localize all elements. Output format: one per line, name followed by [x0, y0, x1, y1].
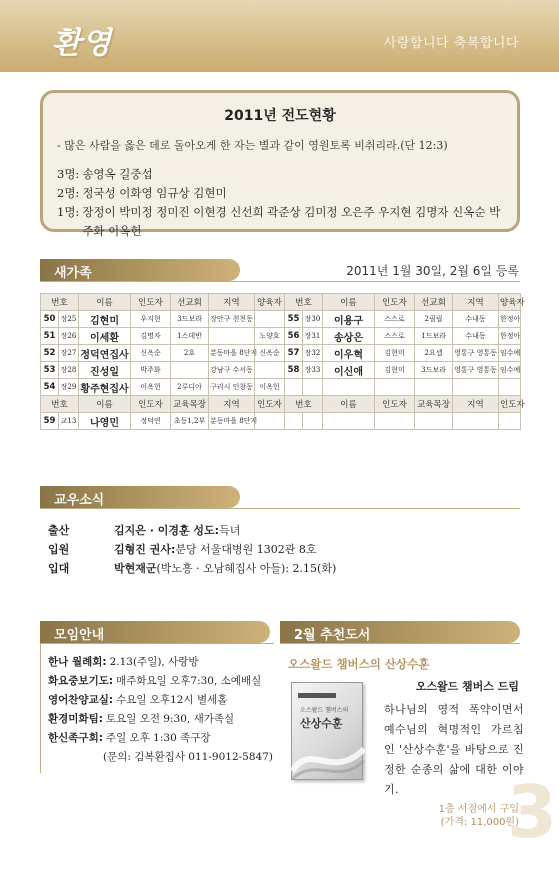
column-header: 지역 — [453, 396, 499, 413]
book-title: 오스왈드 챔버스의 산상수훈 — [288, 657, 430, 671]
news-type: 입원 — [48, 542, 70, 556]
column-header: 인도자 — [131, 396, 171, 413]
column-header: 번호 — [285, 396, 323, 413]
table-cell: 초등1,2부 — [171, 413, 209, 430]
column-header: 이름 — [79, 294, 131, 311]
table-cell: 스스로 — [375, 311, 415, 328]
book-author: 오스왈드 챔버스 드림 — [415, 680, 519, 693]
member-name: 황주현집사 — [79, 379, 131, 396]
table-cell: 박주화 — [131, 362, 171, 379]
column-header: 인도자 — [499, 396, 521, 413]
cover-band — [298, 693, 336, 698]
table-row — [41, 362, 521, 379]
table-cell: 장31 — [303, 328, 323, 345]
meetings-list — [48, 652, 273, 766]
table-cell: 노양호 — [255, 328, 285, 345]
book-purchase-place: 1층 서점에서 구입 — [438, 804, 519, 815]
news-detail: 분당 서울대병원 1302관 8호 — [175, 542, 317, 556]
evangelism-count: 3명: — [57, 167, 80, 181]
table-cell — [303, 379, 323, 396]
table-cell: 임수예 — [499, 362, 521, 379]
table-cell — [255, 311, 285, 328]
column-header: 양육자 — [255, 294, 285, 311]
column-header: 이름 — [323, 396, 375, 413]
column-header: 지역 — [453, 294, 499, 311]
table-cell: 수내동 — [453, 311, 499, 328]
table-cell: 2호 — [171, 345, 209, 362]
meeting-detail: 매주화요일 오후7:30, 소예배실 — [116, 675, 262, 687]
table-cell: 2루디아 — [171, 379, 209, 396]
member-name: 이신애 — [323, 362, 375, 379]
evangelism-verse: - 많은 사람을 옳은 데로 돌아오게 한 자는 별과 같이 영원토록 비취리라.(단 12:3) — [57, 139, 448, 152]
column-header: 번호 — [41, 294, 79, 311]
table-cell: 장29 — [59, 379, 79, 396]
table-cell: 59 — [41, 413, 59, 430]
table-cell: 구리시 인창동 — [209, 379, 255, 396]
meeting-contact: (문의: 김복환집사 011-9012-5847) — [103, 751, 273, 763]
member-name: 진성일 — [79, 362, 131, 379]
table-cell — [453, 379, 499, 396]
table-cell: 3드보라 — [415, 362, 453, 379]
meeting-detail: 주일 오후 1:30 족구장 — [105, 732, 211, 744]
table-cell: 장30 — [303, 311, 323, 328]
table-cell: 분동마을 8단지 — [209, 345, 255, 362]
table-cell: 장안구 천천동 — [209, 311, 255, 328]
table-cell: 55 — [285, 311, 303, 328]
evangelism-names: 정국성 이화영 임규상 김현미 — [82, 186, 227, 200]
table-cell: 우지현 — [131, 311, 171, 328]
table-cell: 3드보라 — [171, 311, 209, 328]
evangelism-count: 2명: — [57, 186, 80, 200]
meeting-name: 화요중보기도: — [48, 675, 114, 687]
meeting-item — [48, 671, 273, 690]
table-cell — [303, 413, 323, 430]
news-type: 입대 — [48, 561, 70, 575]
header-title: 환영 — [52, 26, 112, 61]
table-cell: 교13 — [59, 413, 79, 430]
column-header: 지역 — [209, 396, 255, 413]
table-cell: 정덕연 — [131, 413, 171, 430]
section-border — [40, 643, 41, 773]
meeting-detail: 2.13(주일), 사랑방 — [109, 656, 199, 668]
meeting-item — [48, 728, 273, 747]
evangelism-names: 장정이 박미정 정미진 이현경 신선희 곽준상 김미정 오은주 우지현 김명자 신옥순 박주화 이옥헌 — [82, 205, 501, 238]
evangelism-title: 2011년 전도현황 — [224, 108, 336, 124]
table-cell: 수내동 — [453, 328, 499, 345]
registration-date: 2011년 1월 30일, 2월 6일 등록 — [346, 264, 519, 278]
member-name: 이세환 — [79, 328, 131, 345]
column-header: 번호 — [285, 294, 323, 311]
evangelism-count: 1명: — [57, 205, 80, 219]
table-cell: 장26 — [59, 328, 79, 345]
table-cell: 56 — [285, 328, 303, 345]
member-name: 김현미 — [79, 311, 131, 328]
table-cell: 2필립 — [415, 311, 453, 328]
meeting-item — [48, 652, 273, 671]
evangelism-box — [40, 90, 520, 238]
meeting-detail: 수요일 오후12시 별세홀 — [116, 694, 228, 706]
news-item — [48, 520, 336, 539]
column-header: 인도자 — [375, 294, 415, 311]
table-row — [41, 345, 521, 362]
section-divider — [40, 643, 274, 644]
news-detail: 득녀 — [219, 523, 241, 537]
news-detail: (박노흥 · 오남혜집사 아들): 2.15(화) — [156, 561, 337, 575]
news-person: 김지은 · 이경훈 성도: — [114, 523, 220, 537]
news-person: 김형진 권사: — [114, 542, 176, 556]
page-number: 3 — [506, 770, 557, 854]
column-header: 양육자 — [499, 294, 521, 311]
table-cell: 장25 — [59, 311, 79, 328]
cover-subtitle: 오스왈드 챔버스의 — [300, 707, 349, 714]
table-cell: 한정아 — [499, 311, 521, 328]
member-name: 이우혁 — [323, 345, 375, 362]
table-cell: 신옥순 — [131, 345, 171, 362]
section-tab-newfamily: 새가족 — [40, 259, 240, 281]
evangelism-names: 송영옥 길중섭 — [82, 167, 153, 181]
table-cell: 51 — [41, 328, 59, 345]
column-header: 선교회 — [415, 294, 453, 311]
table-row — [41, 379, 521, 396]
page-header — [0, 0, 559, 72]
meeting-name: 한신족구회: — [48, 732, 103, 744]
table-cell: 이옥헌 — [131, 379, 171, 396]
column-header: 지역 — [209, 294, 255, 311]
news-list — [48, 520, 336, 577]
table-cell: 1스데반 — [171, 328, 209, 345]
table-cell: 50 — [41, 311, 59, 328]
column-header: 교육목장 — [171, 396, 209, 413]
table-cell — [415, 413, 453, 430]
column-header: 교육목장 — [415, 396, 453, 413]
table-cell — [499, 379, 521, 396]
section-divider — [40, 508, 520, 509]
table-cell — [209, 328, 255, 345]
table-cell: 54 — [41, 379, 59, 396]
table-header-row — [41, 396, 521, 413]
meeting-name: 영어찬양교실: — [48, 694, 114, 706]
meeting-item — [48, 690, 273, 709]
column-header: 인도자 — [375, 396, 415, 413]
evangelism-row — [57, 165, 503, 184]
table-cell — [375, 379, 415, 396]
column-header: 인도자 — [131, 294, 171, 311]
evangelism-row — [57, 203, 503, 241]
news-person: 박현재군 — [114, 561, 157, 575]
section-tab-news: 교우소식 — [40, 486, 240, 508]
table-cell — [499, 413, 521, 430]
table-cell — [285, 413, 303, 430]
section-divider — [280, 643, 520, 644]
table-cell: 장32 — [303, 345, 323, 362]
table-cell: 스스로 — [375, 328, 415, 345]
member-name — [323, 379, 375, 396]
table-cell — [415, 379, 453, 396]
table-cell — [285, 379, 303, 396]
table-cell: 2요셉 — [415, 345, 453, 362]
table-cell: 한정아 — [499, 328, 521, 345]
table-cell: 장27 — [59, 345, 79, 362]
meeting-name: 한나 월례회: — [48, 656, 107, 668]
table-cell: 분동마을 8단지 — [209, 413, 255, 430]
table-cell: 김현미 — [375, 362, 415, 379]
table-cell: 53 — [41, 362, 59, 379]
table-cell: 김명자 — [131, 328, 171, 345]
evangelism-row — [57, 184, 503, 203]
table-cell — [453, 413, 499, 430]
book-price: (가격: 11,000원) — [440, 817, 519, 828]
column-header: 인도자 — [255, 396, 285, 413]
cover-title: 산상수훈 — [300, 717, 343, 730]
table-header-row — [41, 294, 521, 311]
news-item — [48, 539, 336, 558]
table-cell: 영통구 영통동 — [453, 362, 499, 379]
table-cell: 57 — [285, 345, 303, 362]
table-cell — [171, 362, 209, 379]
table-cell: 김현미 — [375, 345, 415, 362]
header-subtitle: 사랑합니다 축복합니다 — [383, 36, 519, 51]
member-name: 정덕연집사 — [79, 345, 131, 362]
newfamily-table — [40, 293, 525, 430]
table-cell: 이옥헌 — [255, 379, 285, 396]
column-header: 번호 — [41, 396, 79, 413]
column-header: 선교회 — [171, 294, 209, 311]
table-cell: 신옥순 — [255, 345, 285, 362]
meeting-detail: 토요일 오전 9:30, 새가족실 — [105, 713, 235, 725]
table-cell: 1드보라 — [415, 328, 453, 345]
section-tab-meetings: 모임안내 — [40, 621, 270, 643]
table-cell — [255, 413, 285, 430]
table-cell: 임수예 — [499, 345, 521, 362]
meeting-name: 환경미화팀: — [48, 713, 103, 725]
table-row — [41, 328, 521, 345]
table-cell — [375, 413, 415, 430]
member-name: 이용구 — [323, 311, 375, 328]
column-header: 이름 — [79, 396, 131, 413]
cover-swirl-graphic — [292, 731, 364, 781]
news-type: 출산 — [48, 523, 70, 537]
table-cell: 58 — [285, 362, 303, 379]
book-cover-image — [291, 682, 363, 780]
section-tab-book: 2월 추천도서 — [280, 621, 520, 643]
member-name: 나영민 — [79, 413, 131, 430]
table-row — [41, 413, 521, 430]
table-cell: 장33 — [303, 362, 323, 379]
table-cell: 장28 — [59, 362, 79, 379]
news-item — [48, 558, 336, 577]
table-row — [41, 311, 521, 328]
table-cell: 강남구 수서동 — [209, 362, 255, 379]
member-name — [323, 413, 375, 430]
book-description: 하나님의 영적 폭약이면서 예수님의 혁명적인 가르침인 '산상수훈'을 바탕으로 진정한 순종의 삶에 대한 이야기. — [384, 703, 524, 796]
table-cell: 영통구 영통동 — [453, 345, 499, 362]
section-divider — [40, 281, 520, 282]
table-cell — [255, 362, 285, 379]
member-name: 송상은 — [323, 328, 375, 345]
table-cell: 52 — [41, 345, 59, 362]
column-header: 이름 — [323, 294, 375, 311]
meeting-item — [48, 709, 273, 728]
